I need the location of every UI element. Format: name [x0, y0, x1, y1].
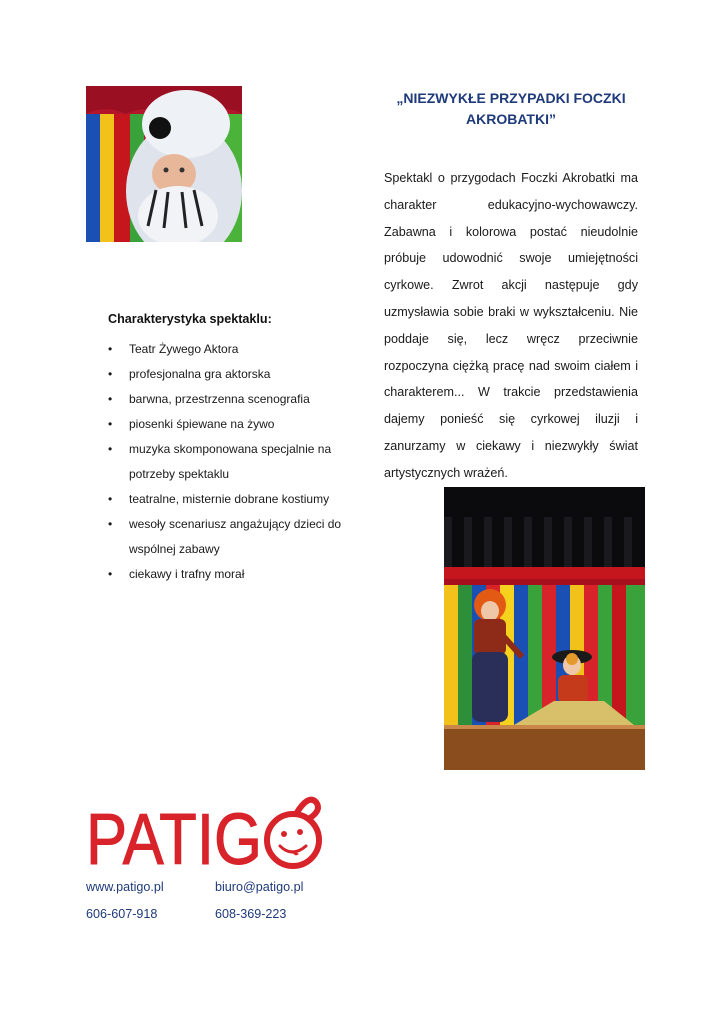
- list-item: • piosenki śpiewane na żywo: [108, 412, 358, 437]
- list-item: • teatralne, misternie dobrane kostiumy: [108, 487, 358, 512]
- list-item: • barwna, przestrzenna scenografia: [108, 387, 358, 412]
- list-item: • ciekawy i trafny morał: [108, 562, 358, 587]
- stage-scene-photo: [444, 487, 645, 770]
- patigo-logo-mark: [86, 790, 326, 870]
- logo-letters: PATIG: [86, 800, 262, 870]
- show-title: „NIEZWYKŁE PRZYPADKI FOCZKI AKROBATKI”: [396, 90, 626, 127]
- list-item: • profesjonalna gra aktorska: [108, 362, 358, 387]
- list-item: • wesoły scenariusz angażujący dzieci do wspólnej zabawy: [108, 512, 358, 562]
- characteristics-heading: Charakterystyka spektaklu:: [108, 312, 272, 326]
- list-item: • Teatr Żywego Aktora: [108, 337, 358, 362]
- email-link[interactable]: biuro@patigo.pl: [215, 880, 304, 894]
- list-item: • muzyka skomponowana specjalnie na potrzeby spektaklu: [108, 437, 358, 487]
- characteristics-list: [108, 337, 358, 587]
- show-description: Spektakl o przygodach Foczki Akrobatki ma charakter edukacyjno-wychowawczy. Zabawna i kolorowa postać nieudolnie próbuje udowodnić swoje umiejętności cyrkowe. Zwrot akcji następuje gdy uzmysławia sobie braki w wykształceniu. Nie poddaje się, lecz wręcz przeciwnie rozpoczyna ciężką pracę nad swoim ciałem i charakterem... W trakcie przedstawienia dajemy ponieść się cyrkowej iluzji i zanurzamy w ciekawy i niezwykły świat artystycznych wrażeń.: [384, 171, 638, 480]
- seal-costume-photo: [86, 86, 242, 242]
- website-link[interactable]: www.patigo.pl: [86, 880, 164, 894]
- patigo-logo: [86, 790, 326, 870]
- phone-number-2: 608-369-223: [215, 907, 287, 921]
- seal-costume-image: [86, 86, 242, 242]
- stage-scene-image: [444, 487, 645, 770]
- phone-number-1: 606-607-918: [86, 907, 158, 921]
- smiley-face-o-icon: [267, 800, 319, 866]
